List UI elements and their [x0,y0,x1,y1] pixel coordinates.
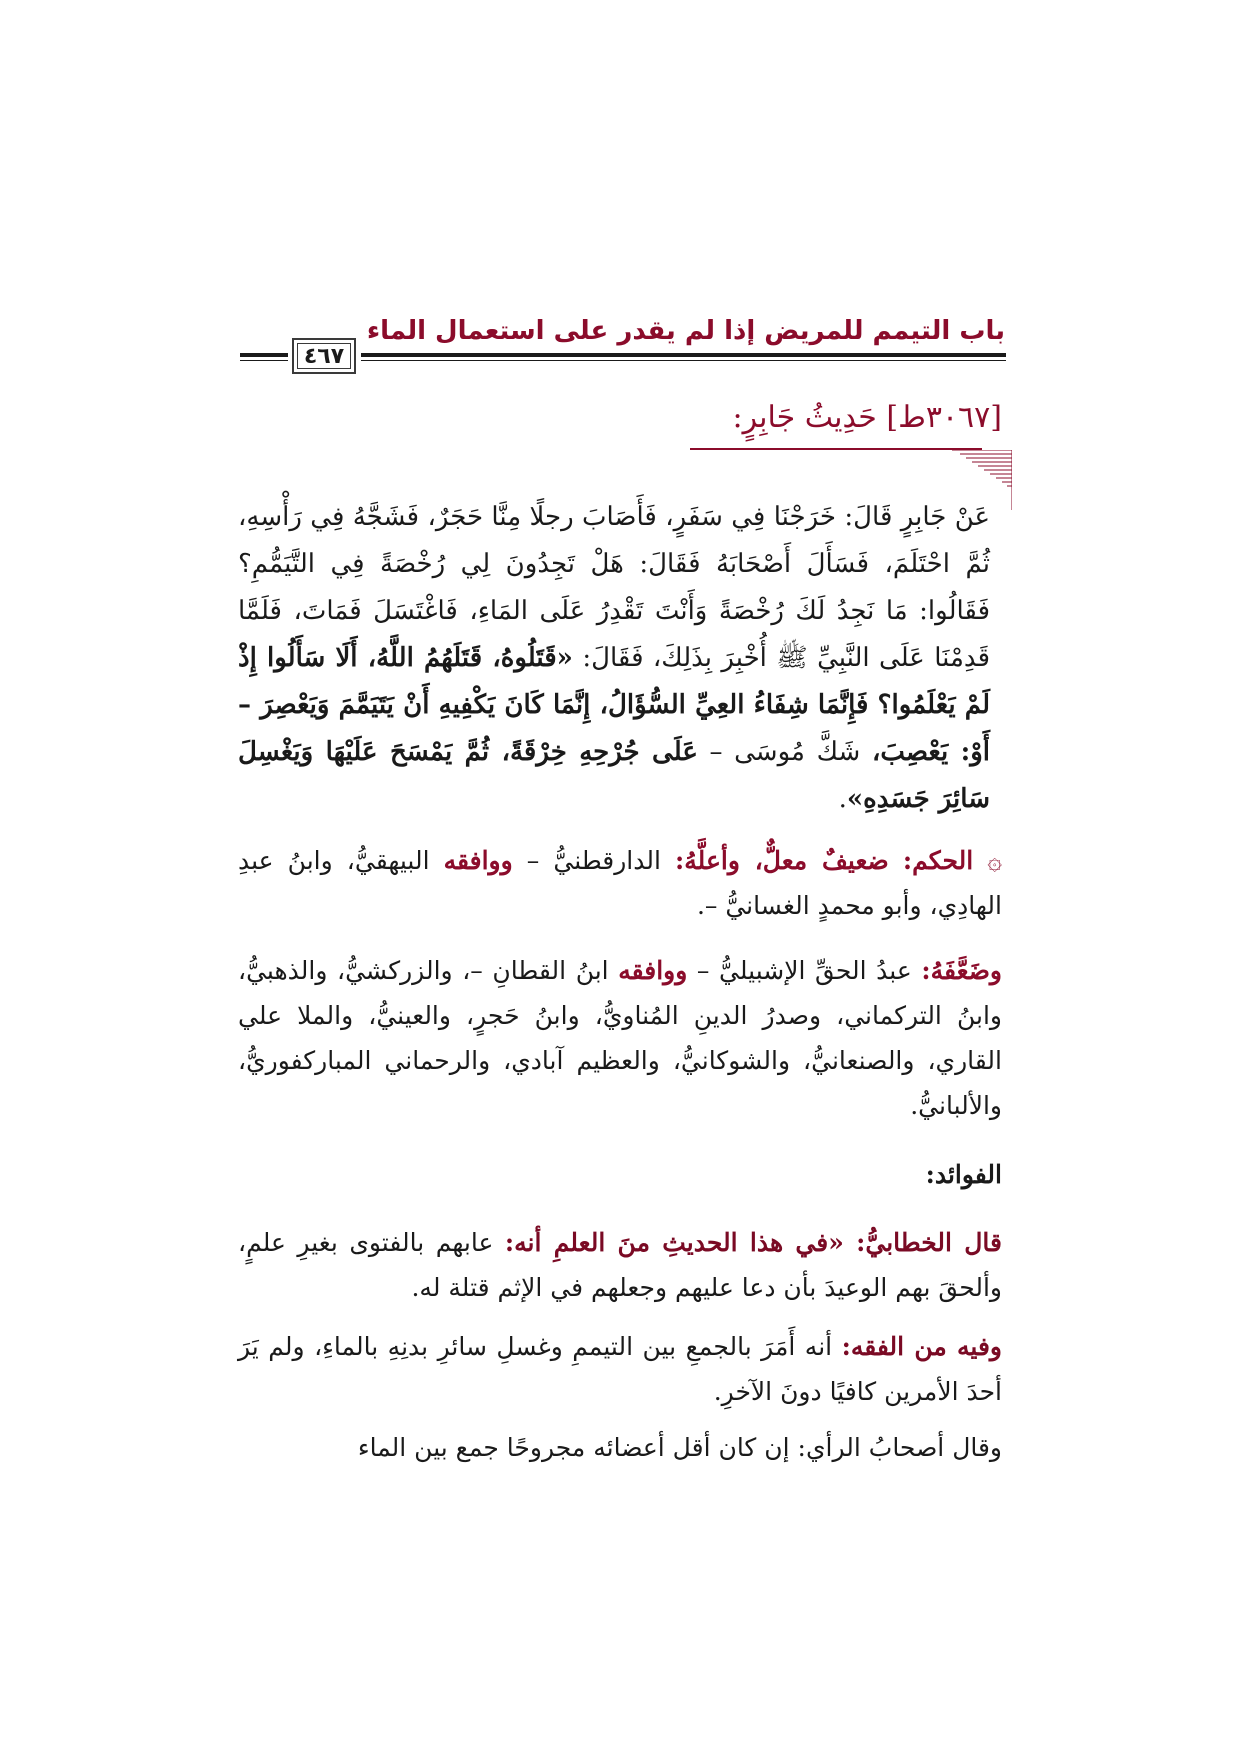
ruling-grade: ضعيفٌ معلٌّ، وأعلَّهُ: [675,846,889,875]
fiqh-paragraph [238,1324,1002,1414]
chapter-title: باب التيمم للمريض إذا لم يقدر على استعمال الماء [366,316,1005,346]
ruling-label: الحكم: [902,846,974,875]
header-rule-left-thick [240,353,288,357]
header-rule-thin [361,360,1006,361]
ruling-paragraph [238,838,1002,928]
khattabi-paragraph [238,1220,1002,1310]
fiqh-label: وفيه من الفقه: [841,1332,1002,1361]
fiqh-text: أنه أَمَرَ بالجمعِ بين التيممِ وغسلِ سائرِ بدنِهِ بالماءِ، ولم يَرَ أحدَ الأمرين كافيًا دونَ الآخرِ. [238,1332,1002,1406]
hadith-quote-1: «قَتَلُوهُ، قَتَلَهُمُ اللَّهُ، أَلَا سَأَلُوا إِذْ لَمْ يَعْلَمُوا؟ فَإِنَّمَا شِفَاءُ العِيِّ السُّؤَالُ، إِنَّمَا كَانَ يَكْفِيهِ أَنْ يَتَيَمَّمَ وَيَعْصِرَ – أَوْ: يَعْصِبَ، [238,643,990,767]
ashab-paragraph [238,1425,1002,1470]
section-heading [732,400,1002,435]
header-rule-left-thin [240,360,288,361]
section-title: حَدِيثُ جَابِرٍ: [732,400,877,435]
ruling-agreed-label: ووافقه [443,846,513,875]
page-number: ٤٦٧ [303,343,345,369]
hadith-text [238,494,990,823]
benefits-heading [238,1152,1002,1197]
hadith-top-rule [690,448,982,450]
hadith-doubt: شَكَّ مُوسَى – [697,737,872,767]
weakened-agreed-label: ووافقه [618,956,688,985]
benefits-label: الفوائد: [925,1160,1002,1189]
khattabi-text: عابهم بالفتوى بغيرِ علمٍ، وألحقَ بهم الوعيدَ بأن دعا عليهم وجعلهم في الإثم قتلة له. [238,1228,1002,1302]
weakened-label: وضَعَّفَهُ: [921,956,1002,985]
khattabi-quote-label: «في هذا الحديثِ منَ العلمِ أنه: [504,1228,857,1257]
ruling-text-2: البيهقيُّ، وابنُ عبدِ الهادِي، وأبو محمدٍ الغسانيُّ –. [238,846,1002,920]
hadith-end: . [838,784,847,814]
weakened-text-2: ابنُ القطانِ –، والزركشيُّ، والذهبيُّ، وابنُ التركماني، وصدرُ الدينِ المُناويُّ، وابنُ حَجرٍ، والعينيُّ، والملا علي القاري، والصنعانيُّ، والشوكانيُّ، والعظيم آبادي، والرحماني المباركفوريُّ، والألبانيُّ. [238,956,1002,1120]
hadith-narration: عَنْ جَابِرٍ قَالَ: خَرَجْنَا فِي سَفَرٍ، فَأَصَابَ رجلًا مِنَّا حَجَرٌ، فَشَجَّهُ فِي رَأْسِهِ، ثُمَّ احْتَلَمَ، فَسَأَلَ أَصْحَابَهُ فَقَالَ: هَلْ تَجِدُونَ لِي رُخْصَةً فِي التَّيَمُّمِ؟ فَقَالُوا: مَا نَجِدُ لَكَ رُخْصَةً وَأَنْتَ تَقْدِرُ عَلَى المَاءِ، فَاغْتَسَلَ فَمَاتَ، فَلَمَّا قَدِمْنَا عَلَى النَّبِيِّ ﷺ أُخْبِرَ بِذَلِكَ، فَقَالَ: [238,502,990,673]
weakened-paragraph [238,948,1002,1128]
khattabi-label: قال الخطابيُّ: [856,1228,1002,1257]
weakened-text-1: عبدُ الحقِّ الإشبيليُّ – [687,956,922,985]
hadith-quote-2: عَلَى جُرْحِهِ خِرْقَةً، ثُمَّ يَمْسَحَ عَلَيْهَا وَيَغْسِلَ سَائِرَ جَسَدِهِ» [238,737,990,814]
ruling-text-1: الدارقطنيُّ – [512,846,676,875]
hadith-code: [٣٠٦٧ط] [886,400,1002,435]
header-rule-thick [361,353,1006,357]
flower-icon: ۞ [987,846,1003,875]
ashab-text: وقال أصحابُ الرأي: إن كان أقل أعضائه مجروحًا جمع بين الماء [357,1433,1002,1462]
page-number-badge [292,338,356,374]
